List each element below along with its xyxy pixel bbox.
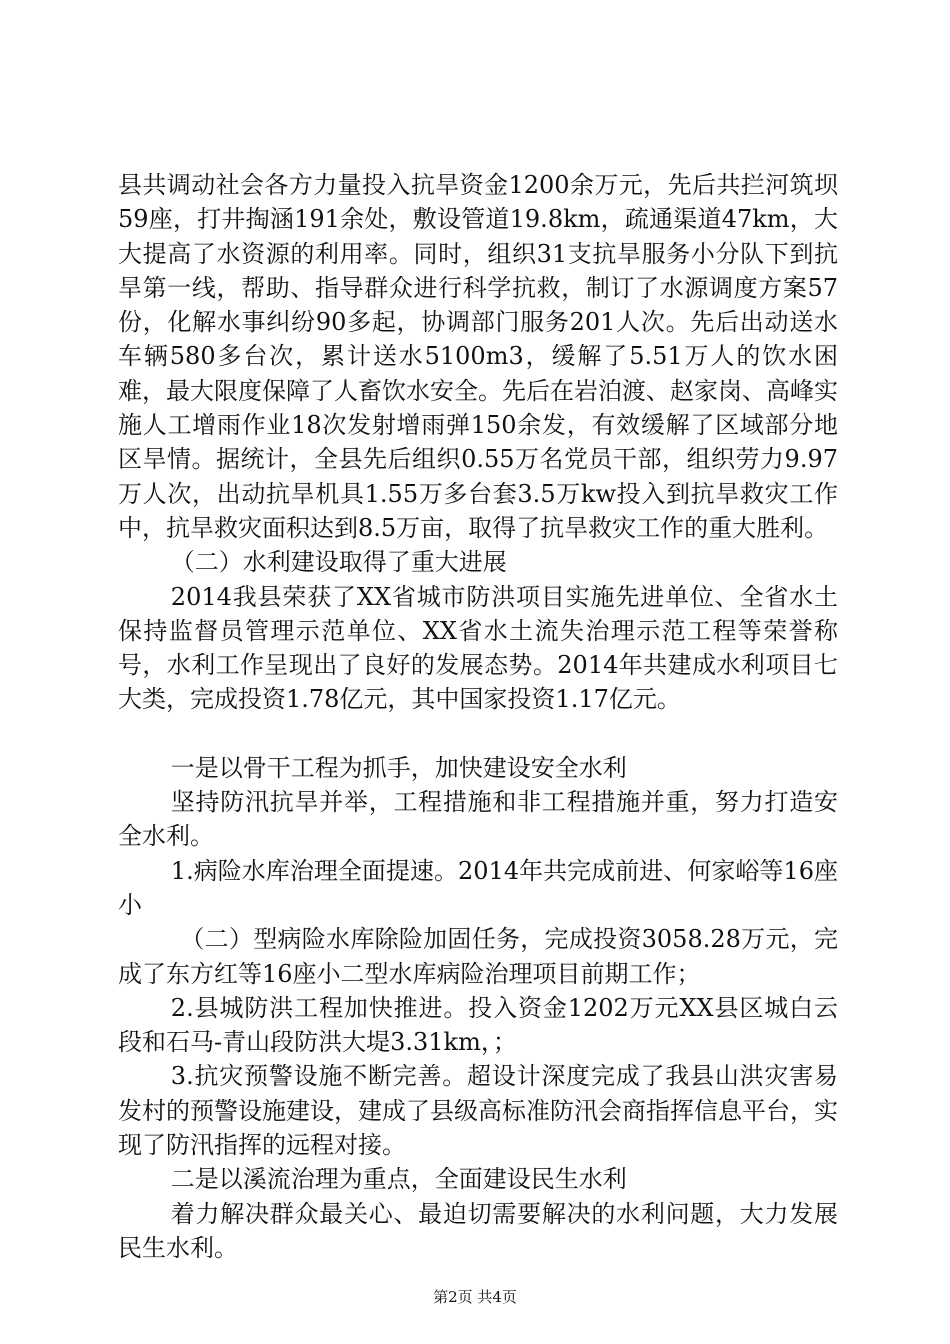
list-item-flood-control: 2.县城防洪工程加快推进。投入资金1202万元XX县区城白云段和石马-青山段防洪大堤3.31km，； bbox=[118, 993, 838, 1057]
paragraph-spacer bbox=[118, 717, 838, 751]
page-footer bbox=[0, 1287, 950, 1307]
paragraph-honors-investment: 2014我县荣获了XX省城市防洪项目实施先进单位、全省水土保持监督员管理示范单位、XX省水土流失治理示范工程等荣誉称号，水利工作呈现出了良好的发展态势。2014年共建成水利项目七大类，完成投资1.78亿元，其中国家投资1.17亿元。 bbox=[118, 582, 838, 714]
subheading-safety-water: 一是以骨干工程为抓手，加快建设安全水利 bbox=[170, 753, 627, 782]
list-item-reservoir-continued: （二）型病险水库除险加固任务，完成投资3058.28万元，完成了东方红等16座小二型水库病险治理项目前期工作； bbox=[118, 925, 838, 988]
page-number: 第2页 共4页 bbox=[433, 1288, 517, 1306]
list-item-warning-facilities: 3.抗灾预警设施不断完善。超设计深度完成了我县山洪灾害易发村的预警设施建设，建成了县级高标准防汛会商指挥信息平台，实现了防汛指挥的远程对接。 bbox=[118, 1062, 838, 1160]
paragraph-drought-relief: 县共调动社会各方力量投入抗旱资金1200余万元，先后共拦河筑坝59座，打井掏涵191余处，敷设管道19.8km，疏通渠道47km，大大提高了水资源的利用率。同时，组织31支抗旱服务小分队下到抗旱第一线，帮助、指导群众进行科学抗救，制订了水源调度方案57份，化解水事纠纷90多起，协调部门服务201人次。先后出动送水车辆580多台次，累计送水5100m3，缓解了5.51万人的饮水困难，最大限度保障了人畜饮水安全。先后在岩泊渡、赵家岗、高峰实施人工增雨作业18次发射增雨弹150余发，有效缓解了区域部分地区旱情。据统计，全县先后组织0.55万名党员干部，组织劳力9.97万人次，出动抗旱机具1.55万多台套3.5万kw投入到抗旱救灾工作中，抗旱救灾面积达到8.5万亩，取得了抗旱救灾工作的重大胜利。 bbox=[118, 171, 838, 542]
section-heading-water-construction: （二）水利建设取得了重大进展 bbox=[170, 548, 507, 577]
subheading-livelihood-water: 二是以溪流治理为重点，全面建设民生水利 bbox=[170, 1165, 627, 1194]
paragraph-livelihood-water: 着力解决群众最关心、最迫切需要解决的水利问题，大力发展民生水利。 bbox=[118, 1199, 838, 1262]
paragraph-flood-drought-measures: 坚持防汛抗旱并举，工程措施和非工程措施并重，努力打造安全水利。 bbox=[118, 788, 838, 851]
document-body bbox=[118, 168, 838, 1265]
list-item-reservoir-start: 1.病险水库治理全面提速。2014年共完成前进、何家峪等16座小 bbox=[118, 856, 838, 919]
